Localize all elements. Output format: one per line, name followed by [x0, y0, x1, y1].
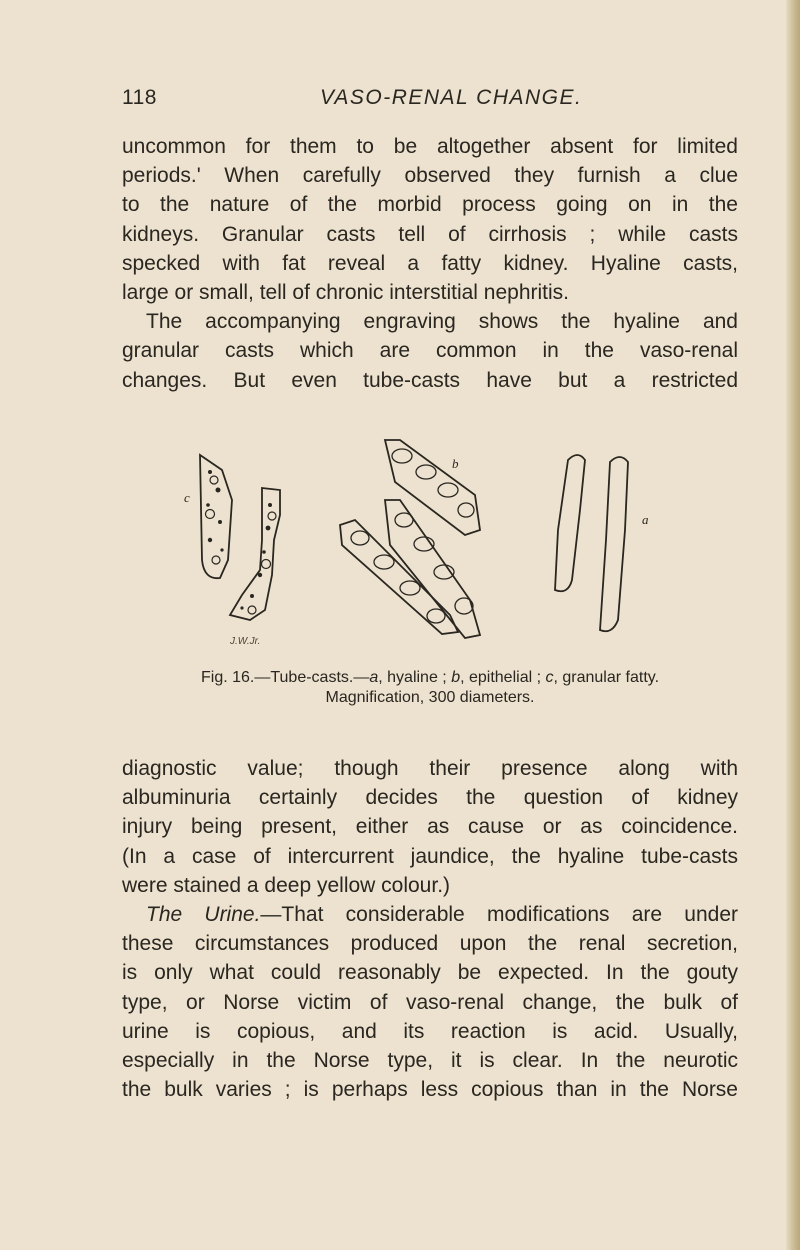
urine-line-rest: —That considerable modifications are under — [260, 903, 738, 927]
text-line: diagnostic value; though their presence along with — [122, 757, 738, 780]
text-line: were stained a deep yellow colour.) — [122, 873, 451, 897]
page-edge — [786, 0, 800, 1250]
granular-cast-1 — [200, 455, 232, 578]
figure-caption — [122, 668, 738, 708]
text-line: type, or Norse victim of vaso-renal change, the bulk of — [122, 990, 738, 1014]
text-line: kidneys. Granular casts tell of cirrhosis ; while casts — [122, 222, 738, 246]
running-title: VASO-RENAL CHANGE. — [320, 86, 583, 109]
caption-line-1 — [122, 668, 738, 688]
caption-line-2: Magnification, 300 diameters. — [325, 689, 535, 706]
text-line — [122, 900, 738, 929]
text-line: the bulk varies ; is perhaps less copious than in the Norse — [122, 1078, 738, 1102]
text-line: The accompanying engraving shows the hyaline and — [146, 310, 738, 334]
running-head — [122, 86, 742, 116]
hyaline-cast-2 — [600, 457, 628, 631]
label-b: b — [452, 456, 459, 471]
text-line: granular casts which are common in the vaso-renal — [122, 339, 738, 363]
caption-fig-label: Fig. 16.—Tube-casts.— — [200, 669, 370, 686]
text-line: is only what could reasonably be expected. In the gouty — [122, 961, 738, 985]
text-line: changes. But even tube-casts have but a restricted — [122, 368, 738, 392]
epithelial-cast-1 — [385, 440, 480, 535]
label-c: c — [184, 490, 190, 505]
caption-c-text: , granular fatty. — [553, 669, 660, 686]
text-line: albuminuria certainly decides the question of kidney — [122, 786, 738, 810]
tube-casts-figure — [180, 410, 680, 665]
granular-cast-2 — [230, 488, 280, 620]
text-line: these circumstances produced upon the renal secretion, — [122, 932, 738, 956]
caption-b-text: , epithelial ; — [460, 669, 546, 686]
text-line: to the nature of the morbid process going on in the — [122, 193, 738, 217]
text-line: urine is copious, and its reaction is acid. Usually, — [122, 1019, 738, 1043]
urine-heading: The Urine. — [146, 903, 261, 927]
text-line: specked with fat reveal a fatty kidney. Hyaline casts, — [122, 251, 738, 275]
engraver-signature: J.W.Jr. — [230, 636, 261, 647]
caption-b: b — [451, 669, 461, 686]
epithelial-cast-2 — [385, 500, 480, 638]
epithelial-cast-3 — [340, 520, 458, 634]
paragraph-2 — [122, 754, 738, 1104]
caption-a-text: , hyaline ; — [378, 669, 452, 686]
label-a: a — [642, 512, 649, 527]
page-number: 118 — [122, 86, 157, 109]
text-line: injury being present, either as cause or as coincidence. — [122, 815, 738, 839]
hyaline-cast-1 — [555, 455, 585, 591]
text-line: periods.' When carefully observed they furnish a clue — [122, 164, 738, 188]
text-line: large or small, tell of chronic interstitial nephritis. — [122, 281, 570, 305]
caption-c: c — [545, 669, 554, 686]
text-line: uncommon for them to be altogether absent for limited — [122, 135, 738, 158]
paragraph-1 — [122, 132, 738, 395]
text-line: (In a case of intercurrent jaundice, the hyaline tube-casts — [122, 844, 738, 868]
caption-a: a — [369, 669, 379, 686]
text-line: especially in the Norse type, it is clear. In the neurotic — [122, 1049, 738, 1073]
